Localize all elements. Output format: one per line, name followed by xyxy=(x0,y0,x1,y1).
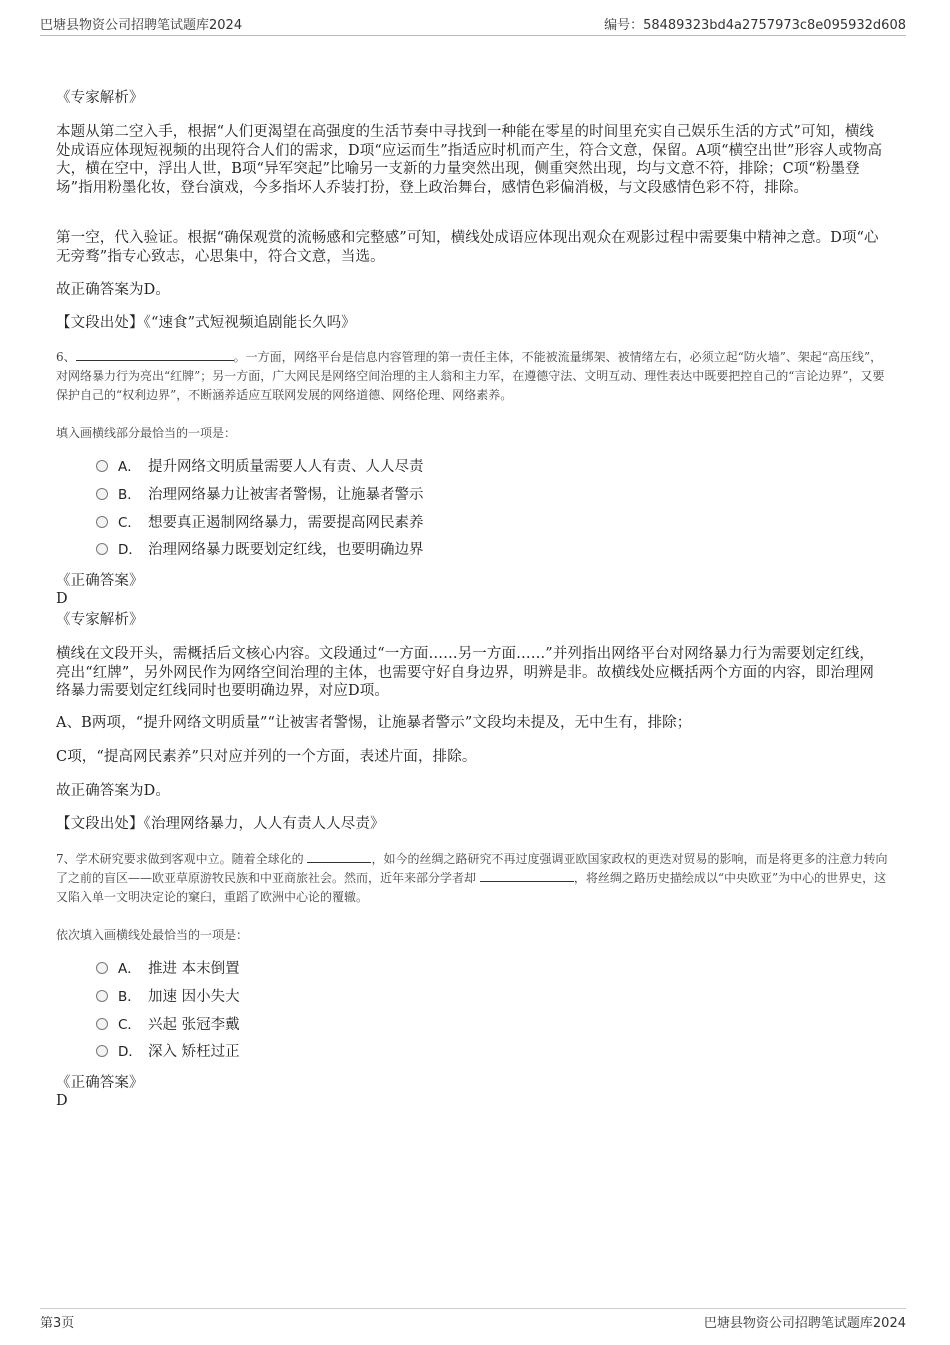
question-text: ，如今的丝绸之路研究不再过度强调亚欧国家政权的更迭对贸易的影响，而是将更多的注意力转向了之前的盲区——欧亚草原游牧民族和中亚商旅社会。然而，近年来部分学者却 xyxy=(56,852,888,885)
option-text: 推进 本末倒置 xyxy=(148,961,240,977)
option-b[interactable]: B． 加速 因小失大 xyxy=(96,988,240,1006)
option-c[interactable]: C． 兴起 张冠李戴 xyxy=(96,1016,240,1034)
fill-blank xyxy=(76,348,234,361)
analysis-label: 《专家解析》 xyxy=(56,90,144,106)
page-header xyxy=(40,14,906,34)
header-serial-number: 编号：58489323bd4a2757973c8e095932d608 xyxy=(604,18,906,33)
page-number: 第3页 xyxy=(40,1316,75,1331)
option-text: 治理网络暴力让被害者警惕，让施暴者警示 xyxy=(148,487,424,503)
question-number: 6、 xyxy=(56,350,76,364)
conclusion-text: 故正确答案为D。 xyxy=(56,783,170,799)
option-text: 加速 因小失大 xyxy=(148,989,240,1005)
option-text: 治理网络暴力既要划定红线，也要明确边界 xyxy=(148,542,424,558)
footer-divider xyxy=(40,1308,906,1309)
radio-icon[interactable] xyxy=(96,962,108,974)
option-b[interactable]: B． 治理网络暴力让被害者警惕，让施暴者警示 xyxy=(96,486,424,504)
source-citation: 【文段出处】《治理网络暴力，人人有责人人尽责》 xyxy=(56,816,385,832)
option-d[interactable]: D． 治理网络暴力既要划定红线，也要明确边界 xyxy=(96,541,424,559)
option-text: 提升网络文明质量需要人人有责、人人尽责 xyxy=(148,459,424,475)
option-a[interactable]: A． 提升网络文明质量需要人人有责、人人尽责 xyxy=(96,458,424,476)
answer-label: 《正确答案》 xyxy=(56,573,144,589)
question-text: 7、学术研究要求做到客观中立。随着全球化的 xyxy=(56,852,304,866)
answer-label: 《正确答案》 xyxy=(56,1075,144,1091)
conclusion-text: 故正确答案为D。 xyxy=(56,282,170,298)
source-citation: 【文段出处】《“速食”式短视频追剧能长久吗》 xyxy=(56,315,356,331)
header-divider xyxy=(40,35,906,36)
analysis-paragraph: A、B两项，“提升网络文明质量”“让被害者警惕，让施暴者警示”文段均未提及，无中生有，排除； xyxy=(56,715,692,731)
fill-blank xyxy=(480,869,574,882)
footer-title: 巴塘县物资公司招聘笔试题库2024 xyxy=(703,1316,906,1331)
radio-icon[interactable] xyxy=(96,460,108,472)
analysis-paragraph: 横线在文段开头，需概括后文核心内容。文段通过“一方面……另一方面……”并列指出网络平台对网络暴力行为需要划定红线，亮出“红牌”，另外网民作为网络空间治理的主体，也需要守好自身边界，明辨是非。故横线处应概括两个方面的内容，即治理网络暴力需要划定红线同时也要明确边界，对应D项。 xyxy=(56,646,875,699)
option-d[interactable]: D． 深入 矫枉过正 xyxy=(96,1043,240,1061)
answer-value: D xyxy=(56,591,68,607)
radio-icon[interactable] xyxy=(96,488,108,500)
option-a[interactable]: A． 推进 本末倒置 xyxy=(96,960,240,978)
question-prompt: 依次填入画横线处最恰当的一项是： xyxy=(56,928,249,942)
radio-icon[interactable] xyxy=(96,543,108,555)
option-text: 兴起 张冠李戴 xyxy=(148,1017,240,1033)
radio-icon[interactable] xyxy=(96,1018,108,1030)
question-prompt: 填入画横线部分最恰当的一项是： xyxy=(56,426,237,440)
analysis-label: 《专家解析》 xyxy=(56,612,144,628)
question-6-stem xyxy=(56,348,888,405)
question-text: ，将丝绸之路历史描绘成以“中央欧亚”为中心的世界史，这又陷入单一文明决定论的窠臼，重蹈了欧洲中心论的覆辙。 xyxy=(56,871,887,904)
question-text: 。一方面，网络平台是信息内容管理的第一责任主体，不能被流量绑架、被情绪左右，必须立起“防火墙”、架起“高压线”，对网络暴力行为亮出“红牌”；另一方面，广大网民是网络空间治理的主人翁和主力军，在遵德守法、文明互动、理性表达中既要把控自己的“言论边界”，又要保护自己的“权利边界”，不断涵养适应互联网发展的网络道德、网络伦理、网络素养。 xyxy=(56,350,885,402)
radio-icon[interactable] xyxy=(96,1045,108,1057)
answer-value: D xyxy=(56,1093,68,1109)
option-text: 深入 矫枉过正 xyxy=(148,1044,240,1060)
page-footer xyxy=(40,1312,906,1332)
header-title: 巴塘县物资公司招聘笔试题库2024 xyxy=(40,18,243,33)
analysis-paragraph: C项，“提高网民素养”只对应并列的一个方面，表述片面，排除。 xyxy=(56,749,477,765)
fill-blank xyxy=(307,850,371,863)
option-text: 想要真正遏制网络暴力，需要提高网民素养 xyxy=(148,515,424,531)
analysis-paragraph: 第一空，代入验证。根据“确保观赏的流畅感和完整感”可知，横线处成语应体现出观众在观影过程中需要集中精神之意。D项“心无旁骛”指专心致志，心思集中，符合文意，当选。 xyxy=(56,230,879,265)
analysis-paragraph: 本题从第二空入手，根据“人们更渴望在高强度的生活节奏中寻找到一种能在零星的时间里充实自己娱乐生活的方式”可知，横线处成语应体现短视频的出现符合人们的需求，D项“应运而生”指适应时机而产生，符合文意，保留。A项“横空出世”形容人或物高大，横在空中，浮出人世，B项“异军突起”比喻另一支新的力量突然出现，侧重突然出现，均与文意不符，排除；C项“粉墨登场”指用粉墨化妆，登台演戏，今多指坏人乔装打扮，登上政治舞台，感情色彩偏消极，与文段感情色彩不符，排除。 xyxy=(56,124,883,196)
radio-icon[interactable] xyxy=(96,516,108,528)
option-c[interactable]: C． 想要真正遏制网络暴力，需要提高网民素养 xyxy=(96,514,424,532)
radio-icon[interactable] xyxy=(96,990,108,1002)
question-7-stem xyxy=(56,850,888,907)
